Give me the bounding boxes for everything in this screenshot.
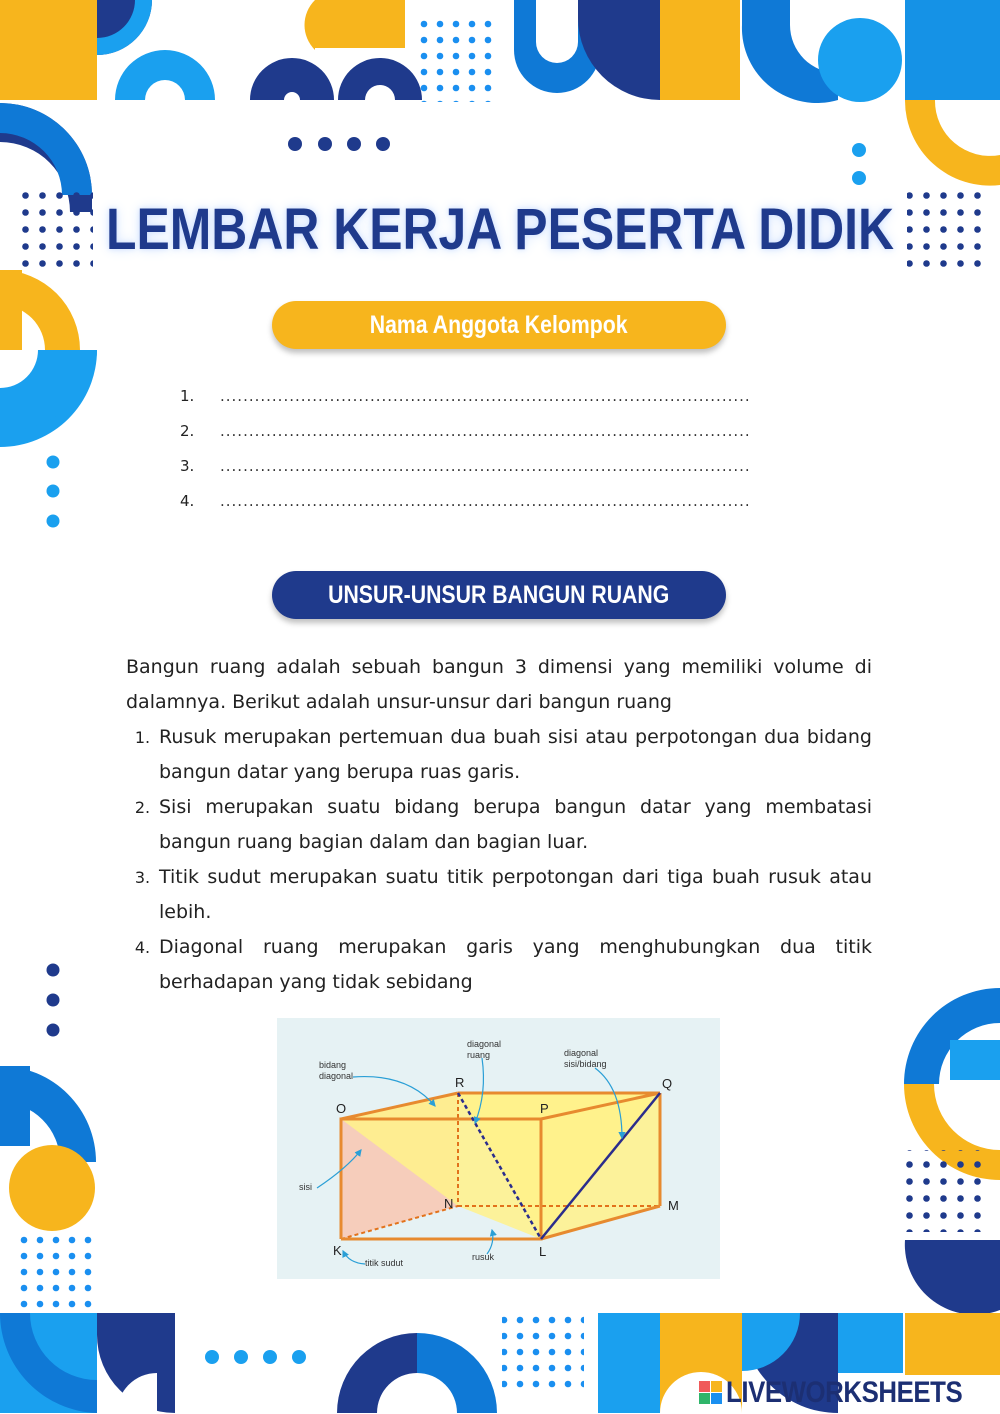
cuboid-figure <box>277 1018 720 1279</box>
group-members-header-label: Nama Anggota Kelompok <box>370 311 628 339</box>
annotation-label: sisi/bidang <box>564 1059 607 1069</box>
list-item <box>126 860 872 930</box>
annotation-label: ruang <box>467 1050 491 1060</box>
liveworksheets-logo-icon <box>698 1380 724 1406</box>
section-header-label: UNSUR-UNSUR BANGUN RUANG <box>328 581 670 609</box>
page-title: LEMBAR KERJA PESERTA DIDIK <box>106 197 894 262</box>
member-row <box>180 413 800 448</box>
intro-paragraph: Bangun ruang adalah sebuah bangun 3 dimensi yang memiliki volume di dalamnya. Berikut adalah unsur-unsur dari bangun ruang <box>126 656 872 713</box>
group-members-header <box>272 301 726 349</box>
cuboid-diagram <box>277 1018 720 1279</box>
annotation-label: rusuk <box>472 1252 495 1262</box>
list-item-number: 1. <box>134 728 151 747</box>
brand-name: LIVEWORKSHEETS <box>726 1376 963 1409</box>
list-item-text: Sisi merupakan suatu bidang berupa bangun datar yang membatasi bangun ruang bagian dalam dan bagian luar. <box>159 796 872 853</box>
vertex-label: O <box>336 1101 347 1116</box>
member-name-blank[interactable]: ............................................................................................ <box>220 421 751 440</box>
list-item-text: Diagonal ruang merupakan garis yang menghubungkan dua titik berhadapan yang tidak sebidang <box>159 936 872 993</box>
member-name-blank[interactable]: ............................................................................................ <box>220 491 751 510</box>
liveworksheets-brand[interactable] <box>698 1376 994 1410</box>
list-item-number: 4. <box>134 938 151 957</box>
vertex-label: L <box>539 1244 547 1259</box>
section-header <box>272 571 726 619</box>
member-row <box>180 448 800 483</box>
annotation-label: diagonal <box>564 1048 599 1058</box>
member-number: 3. <box>180 456 195 475</box>
vertex-label: N <box>444 1196 454 1211</box>
list-item <box>126 930 872 1000</box>
vertex-label: K <box>333 1243 342 1258</box>
annotation-label: bidang <box>319 1060 347 1070</box>
list-item-number: 3. <box>134 868 151 887</box>
annotation-label: diagonal <box>467 1039 502 1049</box>
elements-list <box>126 720 872 1000</box>
list-item-text: Rusuk merupakan pertemuan dua buah sisi atau perpotongan dua bidang bangun datar yang berupa ruas garis. <box>159 726 872 783</box>
member-list <box>180 378 800 518</box>
vertex-label: Q <box>662 1076 673 1091</box>
annotation-label: sisi <box>299 1182 312 1192</box>
member-row <box>180 378 800 413</box>
list-item-number: 2. <box>134 798 151 817</box>
member-name-blank[interactable]: ............................................................................................ <box>220 386 751 405</box>
vertex-label: P <box>540 1101 549 1116</box>
vertex-label: R <box>455 1075 465 1090</box>
list-item <box>126 790 872 860</box>
member-number: 2. <box>180 421 195 440</box>
annotation-label: titik sudut <box>365 1258 404 1268</box>
member-name-blank[interactable]: ............................................................................................ <box>220 456 751 475</box>
list-item-text: Titik sudut merupakan suatu titik perpotongan dari tiga buah rusuk atau lebih. <box>159 866 872 923</box>
member-row <box>180 483 800 518</box>
list-item <box>126 720 872 790</box>
annotation-label: diagonal <box>319 1071 354 1081</box>
section-content <box>126 650 872 1000</box>
vertex-label: M <box>668 1198 679 1213</box>
member-number: 1. <box>180 386 195 405</box>
member-number: 4. <box>180 491 195 510</box>
